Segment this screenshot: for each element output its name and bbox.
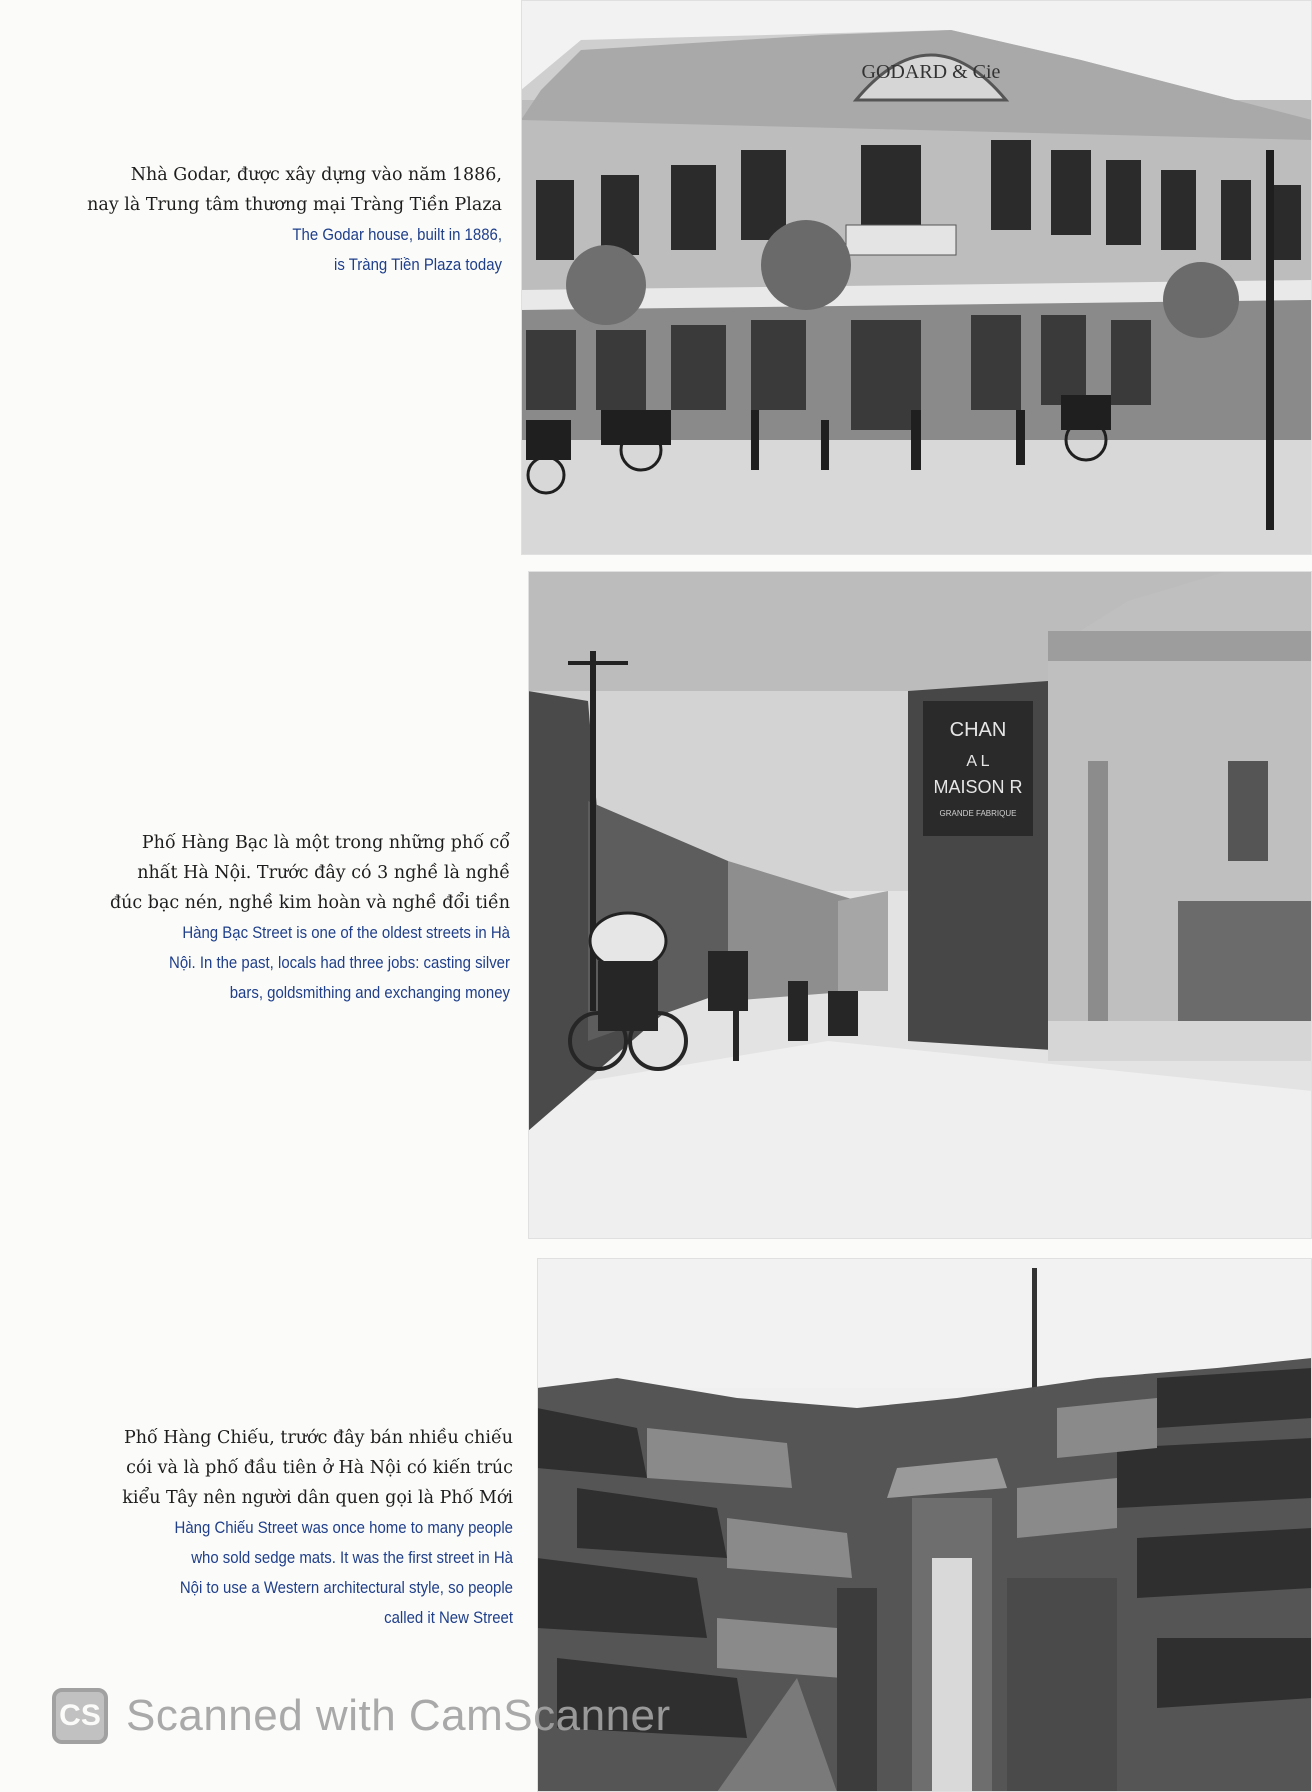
caption-vi-line: Nhà Godar, được xây dựng vào năm 1886,	[130, 165, 502, 185]
photo-sign-text: A L	[966, 753, 990, 770]
camscanner-watermark	[52, 1686, 671, 1746]
photo-godar-house	[521, 0, 1312, 555]
caption-en-line: Nội. In the past, locals had three jobs: casting silver	[169, 953, 510, 972]
photo-hang-bac-street	[528, 571, 1312, 1239]
caption-vi-line: Phố Hàng Bạc là một trong những phố cổ	[141, 833, 510, 853]
caption-hang-bac-street	[60, 828, 510, 1008]
watermark-text: Scanned with CamScanner	[126, 1691, 671, 1740]
caption-en-line: The Godar house, built in 1886,	[292, 225, 502, 244]
photo-sign-text: MAISON R	[933, 777, 1023, 797]
photo-sign-text: GRANDE FABRIQUE	[939, 809, 1017, 818]
caption-en-line: called it New Street	[384, 1608, 513, 1627]
caption-vi-line: nay là Trung tâm thương mại Tràng Tiền Plaza	[87, 195, 502, 215]
camscanner-logo: CS	[52, 1688, 108, 1744]
caption-vi-line: kiểu Tây nên người dân quen gọi là Phố Mới	[122, 1488, 513, 1508]
caption-en-line: is Tràng Tiền Plaza today	[334, 255, 502, 274]
caption-en-line: Hàng Chiếu Street was once home to many people	[174, 1518, 513, 1537]
caption-en-line: who sold sedge mats. It was the first street in Hà	[191, 1548, 513, 1567]
caption-vi-line: nhất Hà Nội. Trước đây có 3 nghề là nghề	[137, 863, 510, 883]
caption-godar-house	[60, 160, 502, 280]
caption-hang-chieu-street	[60, 1423, 513, 1633]
photo-sign-text: GODARD & Cie	[861, 61, 1001, 83]
caption-en-line: bars, goldsmithing and exchanging money	[229, 983, 510, 1002]
caption-vi-line: Phố Hàng Chiếu, trước đây bán nhiều chiếu	[123, 1428, 513, 1448]
caption-en-line: Hàng Bạc Street is one of the oldest streets in Hà	[182, 923, 510, 942]
caption-vi-line: đúc bạc nén, nghề kim hoàn và nghề đổi tiền	[109, 893, 510, 913]
photo-sign-text: CHAN	[949, 719, 1007, 741]
caption-en-line: Nội to use a Western architectural style, so people	[179, 1578, 513, 1597]
caption-vi-line: cói và là phố đầu tiên ở Hà Nội có kiến trúc	[126, 1458, 513, 1478]
